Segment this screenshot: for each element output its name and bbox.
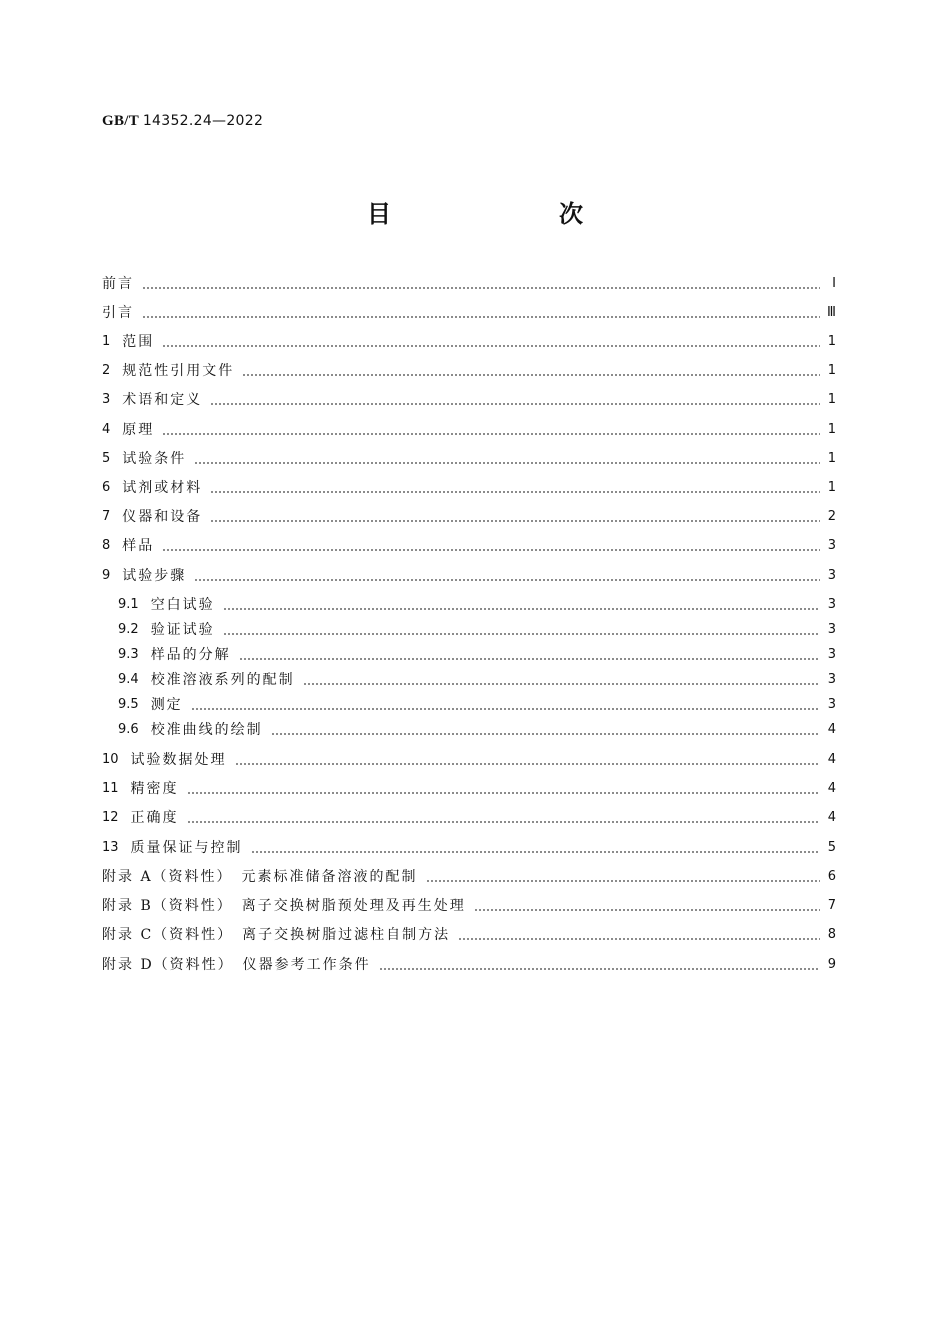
toc-entry-page: 8: [827, 927, 836, 942]
toc-entry-page: 1: [827, 363, 836, 378]
toc-entry-label: 样品的分解: [150, 647, 231, 663]
toc-entry-page: 4: [827, 781, 836, 796]
toc-entry-page: Ⅲ: [827, 305, 836, 320]
toc-leader-dots: [187, 792, 820, 794]
toc-entry-page: 1: [827, 451, 836, 466]
toc-entry-label: 范围: [122, 334, 155, 350]
toc-entry-appendix-a[interactable]: [102, 867, 836, 887]
toc-leader-dots: [187, 821, 820, 823]
toc-entry-label: 正确度: [130, 810, 179, 826]
toc-leader-dots: [379, 968, 820, 970]
toc-entry-page: 7: [827, 898, 836, 913]
toc-entry-page: 1: [827, 480, 836, 495]
toc-entry-9-5[interactable]: [118, 695, 836, 715]
toc-entry-label: 前言: [102, 276, 134, 292]
toc-leader-dots: [271, 733, 820, 735]
toc-entry-page: 3: [827, 647, 836, 662]
toc-entry-number: 9.4: [118, 672, 139, 687]
toc-entry-number: 12: [102, 810, 119, 825]
toc-entry-page: 4: [827, 752, 836, 767]
toc-entry-9[interactable]: [102, 566, 836, 586]
toc-entry-number: 13: [102, 840, 119, 855]
toc-leader-dots: [162, 433, 820, 435]
toc-leader-dots: [210, 491, 820, 493]
toc-leader-dots: [162, 345, 820, 347]
toc-entry-appendix-d[interactable]: [102, 955, 836, 975]
toc-leader-dots: [142, 316, 820, 318]
toc-entry-10[interactable]: [102, 750, 836, 770]
toc-entry-label: 试验条件: [122, 451, 187, 467]
toc-entry-label: 试验步骤: [122, 568, 187, 584]
toc-leader-dots: [235, 763, 820, 765]
toc-entry-number: 9.5: [118, 697, 139, 712]
toc-entry-page: 1: [827, 422, 836, 437]
toc-leader-dots: [194, 579, 820, 581]
toc-entry-page: 4: [827, 722, 836, 737]
toc-entry-2[interactable]: [102, 361, 836, 381]
toc-entry-number: 1: [102, 334, 111, 349]
toc-entry-page: 2: [827, 509, 836, 524]
toc-entry-page: 9: [827, 957, 836, 972]
toc-entry-7[interactable]: [102, 507, 836, 527]
toc-entry-1[interactable]: [102, 332, 836, 352]
toc-entry-9-4[interactable]: [118, 670, 836, 690]
toc-entry-8[interactable]: [102, 536, 836, 556]
toc-entry-number: 3: [102, 392, 111, 407]
toc-entry-4[interactable]: [102, 420, 836, 440]
toc-entry-label: 精密度: [130, 781, 179, 797]
toc-leader-dots: [242, 374, 820, 376]
toc-entry-label: 附录 A（资料性） 元素标准储备溶液的配制: [102, 869, 418, 885]
toc-leader-dots: [194, 462, 820, 464]
toc-entry-label: 测定: [150, 697, 183, 713]
toc-entry-number: 5: [102, 451, 111, 466]
toc-entry-label: 验证试验: [150, 622, 215, 638]
toc-entry-6[interactable]: [102, 478, 836, 498]
toc-entry-9-3[interactable]: [118, 645, 836, 665]
toc-leader-dots: [303, 683, 820, 685]
toc-entry-label: 试剂或材料: [122, 480, 203, 496]
toc-entry-page: 3: [827, 597, 836, 612]
toc-entry-number: 4: [102, 422, 111, 437]
toc-leader-dots: [210, 403, 820, 405]
toc-leader-dots: [474, 909, 820, 911]
toc-entry-label: 附录 D（资料性） 仪器参考工作条件: [102, 957, 371, 973]
toc-leader-dots: [251, 851, 820, 853]
toc-entry-13[interactable]: [102, 838, 836, 858]
toc-entry-label: 引言: [102, 305, 134, 321]
toc-entry-5[interactable]: [102, 449, 836, 469]
toc-entry-3[interactable]: [102, 390, 836, 410]
toc-leader-dots: [223, 608, 820, 610]
toc-entry-label: 原理: [122, 422, 155, 438]
toc-leader-dots: [162, 549, 820, 551]
toc-entry-page: Ⅰ: [832, 276, 836, 291]
toc-entry-number: 2: [102, 363, 111, 378]
toc-entry-label: 试验数据处理: [130, 752, 227, 768]
toc-entry-page: 4: [827, 810, 836, 825]
toc-entry-9-2[interactable]: [118, 620, 836, 640]
toc-leader-dots: [191, 708, 820, 710]
toc-entry-label: 质量保证与控制: [130, 840, 243, 856]
toc-title: 目 次: [367, 200, 623, 228]
toc-entry-page: 3: [827, 538, 836, 553]
toc-entry-number: 9: [102, 568, 111, 583]
toc-entry-label: 规范性引用文件: [122, 363, 235, 379]
toc-entry-number: 9.6: [118, 722, 139, 737]
toc-entry-number: 8: [102, 538, 111, 553]
toc-entry-page: 3: [827, 622, 836, 637]
toc-entry-label: 空白试验: [150, 597, 215, 613]
toc-entry-appendix-b[interactable]: [102, 896, 836, 916]
toc-leader-dots: [426, 880, 820, 882]
toc-entry-page: 3: [827, 568, 836, 583]
toc-entry-label: 样品: [122, 538, 155, 554]
toc-entry-9-1[interactable]: [118, 595, 836, 615]
toc-entry-page: 1: [827, 334, 836, 349]
toc-entry-page: 3: [827, 672, 836, 687]
toc-leader-dots: [142, 287, 820, 289]
toc-leader-dots: [239, 658, 820, 660]
toc-entry-page: 1: [827, 392, 836, 407]
toc-entry-appendix-c[interactable]: [102, 925, 836, 945]
toc-leader-dots: [210, 520, 820, 522]
toc-entry-label: 仪器和设备: [122, 509, 203, 525]
toc-entry-introduction[interactable]: [102, 303, 836, 323]
toc-entry-number: 7: [102, 509, 111, 524]
toc-entry-label: 术语和定义: [122, 392, 203, 408]
toc-entry-number: 9.2: [118, 622, 139, 637]
standard-code-prefix: GB/T: [102, 113, 139, 129]
toc-entry-number: 9.1: [118, 597, 139, 612]
toc-entry-label: 附录 C（资料性） 离子交换树脂过滤柱自制方法: [102, 927, 451, 943]
toc-entry-number: 9.3: [118, 647, 139, 662]
standard-code: [102, 113, 263, 130]
toc-leader-dots: [458, 938, 820, 940]
toc-entry-11[interactable]: [102, 779, 836, 799]
toc-entry-number: 6: [102, 480, 111, 495]
toc-entry-label: 校准溶液系列的配制: [150, 672, 295, 688]
toc-entry-page: 3: [827, 697, 836, 712]
toc-entry-12[interactable]: [102, 808, 836, 828]
toc-entry-9-6[interactable]: [118, 720, 836, 740]
toc-entry-label: 附录 B（资料性） 离子交换树脂预处理及再生处理: [102, 898, 466, 914]
toc-entry-page: 5: [827, 840, 836, 855]
toc-leader-dots: [223, 633, 820, 635]
toc-entry-number: 10: [102, 752, 119, 767]
toc-entry-foreword[interactable]: [102, 274, 836, 294]
standard-code-number: 14352.24—2022: [142, 113, 264, 129]
toc-entry-page: 6: [827, 869, 836, 884]
toc-entry-label: 校准曲线的绘制: [150, 722, 263, 738]
toc-entry-number: 11: [102, 781, 119, 796]
